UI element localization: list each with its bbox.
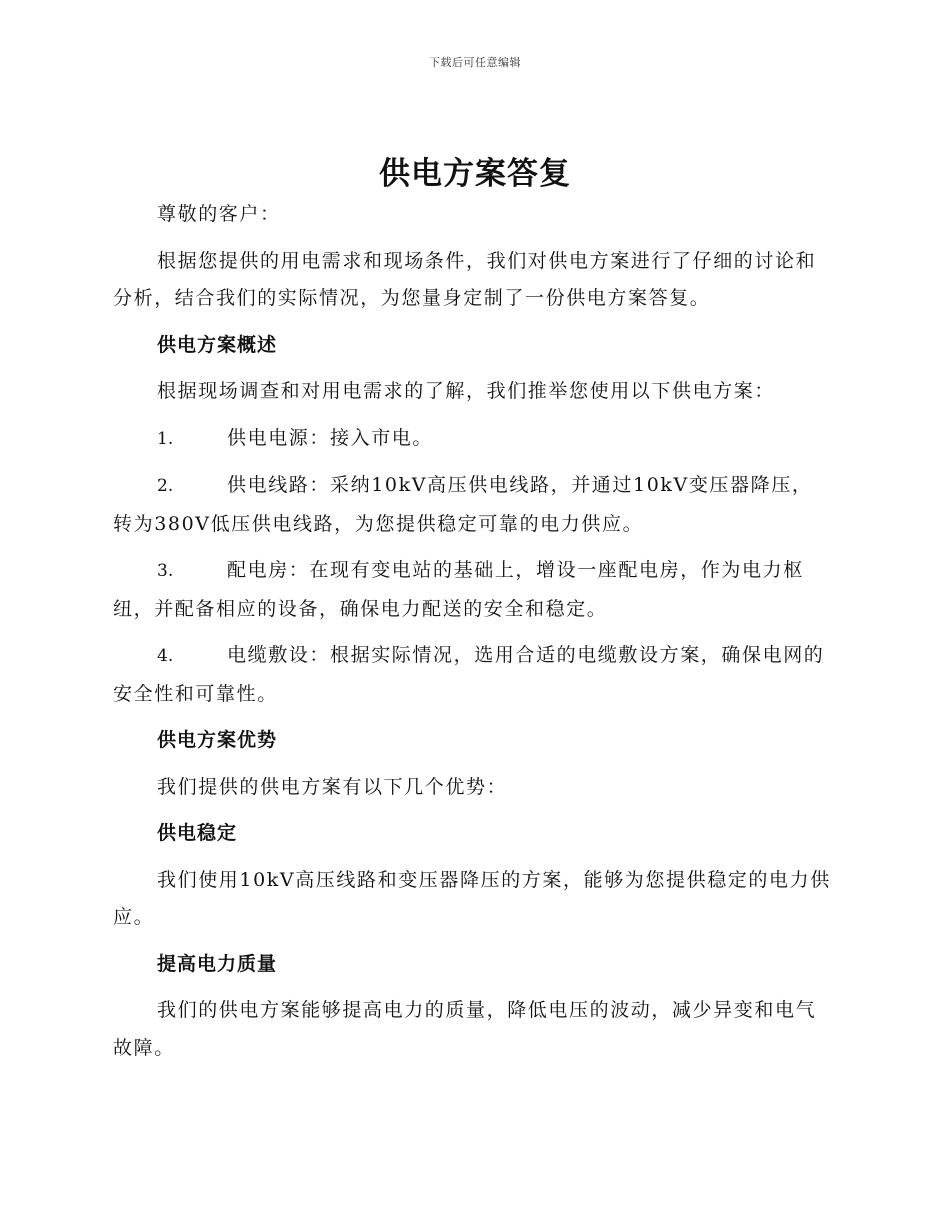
list-item — [113, 467, 833, 543]
list-item — [113, 552, 833, 628]
advantage-text-stability: 我们使用10kV高压线路和变压器降压的方案，能够为您提供稳定的电力供应。 — [113, 868, 831, 928]
document-body — [113, 196, 833, 1076]
list-item-number: 3. — [157, 561, 174, 581]
page-title: 供电方案答复 — [379, 156, 571, 192]
advantages-lead: 我们提供的供电方案有以下几个优势： — [157, 775, 508, 798]
advantage-heading-stability: 供电稳定 — [157, 822, 238, 844]
advantage-text-quality: 我们的供电方案能够提高电力的质量，降低电压的波动，减少异变和电气故障。 — [113, 999, 817, 1059]
advantages-heading: 供电方案优势 — [157, 729, 278, 751]
header-note: 下载后可任意编辑 — [429, 56, 521, 69]
intro-paragraph: 根据您提供的用电需求和现场条件，我们对供电方案进行了仔细的讨论和分析，结合我们的实际情况，为您量身定制了一份供电方案答复。 — [113, 249, 817, 309]
list-item — [113, 420, 833, 459]
list-item-number: 1. — [157, 428, 174, 449]
list-item-number: 4. — [157, 646, 174, 666]
list-item-text: 电缆敷设：根据实际情况，选用合适的电缆敷设方案，确保电网的安全性和可靠性。 — [113, 644, 825, 705]
list-item-text: 供电电源：接入市电。 — [227, 426, 434, 449]
advantage-heading-quality: 提高电力质量 — [157, 952, 278, 975]
list-item — [113, 637, 833, 713]
overview-lead: 根据现场调查和对用电需求的了解，我们推举您使用以下供电方案： — [157, 380, 776, 402]
list-item-number: 2. — [157, 476, 174, 496]
list-item-text: 供电线路：采纳10kV高压供电线路，并通过10kV变压器降压，转为380V低压供电线路，为您提供稳定可靠的电力供应。 — [113, 474, 813, 535]
overview-heading: 供电方案概述 — [157, 333, 278, 356]
greeting: 尊敬的客户： — [157, 203, 281, 225]
list-item-text: 配电房：在现有变电站的基础上，增设一座配电房，作为电力枢纽，并配备相应的设备，确保电力配送的安全和稳定。 — [113, 559, 804, 620]
